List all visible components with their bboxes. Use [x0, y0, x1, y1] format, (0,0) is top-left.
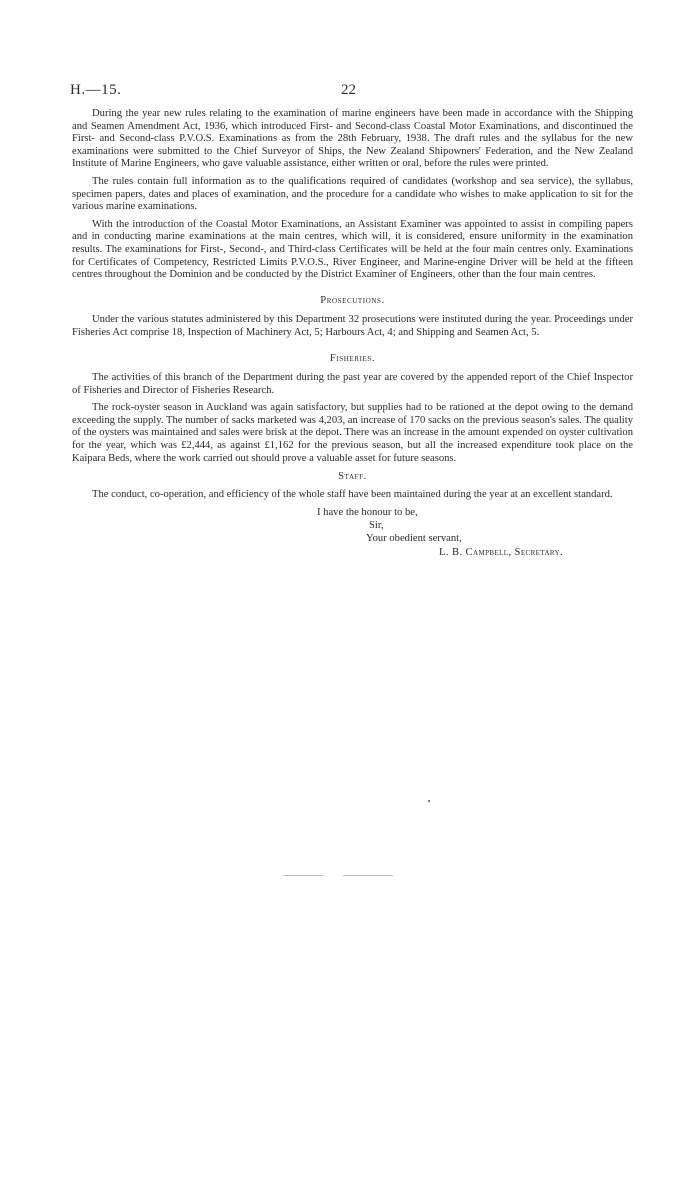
print-speck — [428, 800, 430, 802]
heading-prosecutions: Prosecutions. — [320, 294, 385, 306]
closing-line-servant: Your obedient servant, — [366, 533, 462, 545]
signatory: L. B. Campbell, Secretary. — [439, 547, 564, 559]
heading-fisheries: Fisheries. — [329, 352, 376, 364]
paragraph-rules-contents: The rules contain full information as to the qualifications required of candidates (workshop and sea service), the syllabus, specimen papers, dates and places of examination, and the procedure for a candidate who wishes to make application to sit for the various marine examinations. — [72, 175, 633, 213]
paragraph-fisheries-report: The activities of this branch of the Department during the past year are covered by the appended report of the Chief Inspector of Fisheries and Director of Fisheries Research. — [72, 372, 633, 396]
faint-rule-right — [343, 875, 393, 876]
page-number: 22 — [341, 82, 356, 98]
paragraph-marine-rules: During the year new rules relating to the examination of marine engineers have been made in accordance with the Shipping and Seamen Amendment Act, 1936, which introduced First- and Second-class Coastal Motor Examinations, and discontinued the First- and Second-class P.V.O.S. Examinations as from the 28th February, 1938. The draft rules and the syllabus for the new examinations were submitted to the Chief Surveyor of Ships, the New Zealand Shipowners' Federation, and the New Zealand Institute of Marine Engineers, who gave valuable assistance, either written or oral, before the rules were printed. — [72, 108, 633, 170]
heading-staff: Staff. — [338, 471, 367, 483]
closing-line-honour: I have the honour to be, — [317, 507, 418, 519]
document-reference: H.—15. — [70, 82, 122, 98]
document-body — [72, 108, 633, 577]
faint-rule-left — [283, 875, 323, 876]
paragraph-coastal-motor-examinations: With the introduction of the Coastal Motor Examinations, an Assistant Examiner was appointed to assist in compiling papers and in conducting marine examinations at the main centres, which will, it is considered, ensure uniformity in the examination results. The examinations for First-, Second-, and Third-class Certificates will be held at the four main centres only. Examinations for Certificates of Competency, Restricted Limits P.V.O.S., River Engineer, and Marine-engine Driver will be held at the fifteen centres throughout the Dominion and be conducted by the District Examiner of Engineers, other than the four main centres. — [72, 218, 633, 281]
paragraph-rock-oyster-season: The rock-oyster season in Auckland was again satisfactory, but supplies had to be rationed at the depot owing to the demand exceeding the supply. The number of sacks marketed was 4,203, an increase of 170 sacks on the previous season's sales. The quality of the oysters was maintained and sales were brisk at the depot. There was an increase in the amount expended on oyster cultivation for the year, which was £2,444, as against £1,162 for the previous season, but all the increased expenditure took place on the Kaipara Beds, where the work carried out should prove a valuable asset for future seasons. — [72, 402, 633, 464]
closing-block — [72, 507, 633, 577]
paragraph-staff: The conduct, co-operation, and efficiency of the whole staff have been maintained during the year at an excellent standard. — [92, 488, 613, 500]
paragraph-prosecutions: Under the various statutes administered by this Department 32 prosecutions were instituted during the year. Proceedings under Fisheries Act comprise 18, Inspection of Machinery Act, 5; Harbours Act, 4; and Shipping and Seamen Act, 5. — [72, 314, 633, 338]
closing-line-sir: Sir, — [369, 520, 384, 532]
